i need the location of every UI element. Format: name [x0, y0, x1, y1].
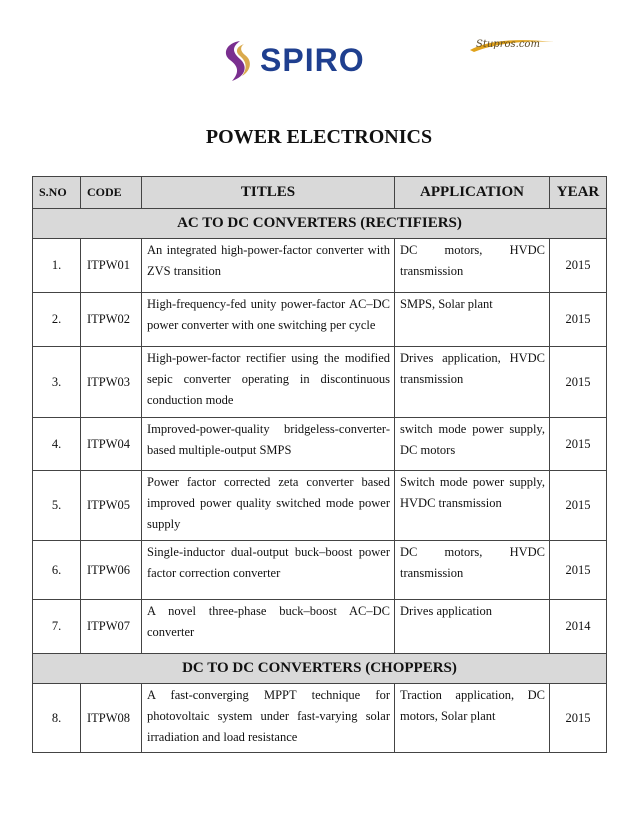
row-title: High-power-factor rectifier using the modified sepic converter operating in discontinuous conduction mode — [142, 347, 395, 418]
row-code: ITPW01 — [81, 239, 142, 293]
section-heading: AC TO DC CONVERTERS (RECTIFIERS) — [33, 209, 607, 239]
stupros-logo — [468, 36, 558, 56]
page-header — [0, 0, 638, 100]
row-application: DC motors, HVDC transmission — [395, 239, 550, 293]
row-sno: 1. — [33, 239, 81, 293]
spiro-logo-text: SPIRO — [260, 42, 365, 78]
row-title: High-frequency-fed unity power-factor AC–DC power converter with one switching per cycle — [142, 293, 395, 347]
page-title: POWER ELECTRONICS — [205, 126, 433, 148]
table-row — [33, 418, 607, 471]
row-code: ITPW08 — [81, 684, 142, 753]
section-heading-row — [33, 654, 607, 684]
stupros-logo-text: Stupros.com — [476, 39, 540, 50]
column-header-sno: S.NO — [33, 177, 81, 209]
column-header-code: CODE — [81, 177, 142, 209]
column-header-year: YEAR — [550, 177, 607, 209]
row-code: ITPW05 — [81, 471, 142, 541]
row-code: ITPW06 — [81, 541, 142, 600]
section-heading: DC TO DC CONVERTERS (CHOPPERS) — [33, 654, 607, 684]
row-year: 2015 — [550, 684, 607, 753]
spiro-logo — [218, 38, 388, 84]
column-header-titles: TITLES — [142, 177, 395, 209]
row-title: Improved-power-quality bridgeless-converter-based multiple-output SMPS — [142, 418, 395, 471]
row-sno: 2. — [33, 293, 81, 347]
table-row — [33, 600, 607, 654]
table-header-row — [33, 177, 607, 209]
row-year: 2015 — [550, 239, 607, 293]
row-sno: 3. — [33, 347, 81, 418]
row-application: Traction application, DC motors, Solar plant — [395, 684, 550, 753]
row-application: DC motors, HVDC transmission — [395, 541, 550, 600]
row-sno: 7. — [33, 600, 81, 654]
row-application: Drives application, HVDC transmission — [395, 347, 550, 418]
column-header-application: APPLICATION — [395, 177, 550, 209]
table-row — [33, 684, 607, 753]
row-year: 2015 — [550, 541, 607, 600]
row-year: 2015 — [550, 347, 607, 418]
table-row — [33, 347, 607, 418]
row-application: switch mode power supply, DC motors — [395, 418, 550, 471]
table-row — [33, 239, 607, 293]
row-title: A novel three-phase buck–boost AC–DC converter — [142, 600, 395, 654]
row-title: An integrated high-power-factor converter with ZVS transition — [142, 239, 395, 293]
row-year: 2015 — [550, 471, 607, 541]
spiro-swirl-icon — [218, 38, 254, 84]
row-sno: 4. — [33, 418, 81, 471]
row-code: ITPW02 — [81, 293, 142, 347]
table-row — [33, 293, 607, 347]
table-row — [33, 541, 607, 600]
table-row — [33, 471, 607, 541]
section-heading-row — [33, 209, 607, 239]
row-application: SMPS, Solar plant — [395, 293, 550, 347]
row-title: Power factor corrected zeta converter based improved power quality switched mode power supply — [142, 471, 395, 541]
row-sno: 5. — [33, 471, 81, 541]
row-code: ITPW04 — [81, 418, 142, 471]
row-year: 2014 — [550, 600, 607, 654]
row-year: 2015 — [550, 293, 607, 347]
row-application: Drives application — [395, 600, 550, 654]
row-sno: 6. — [33, 541, 81, 600]
row-year: 2015 — [550, 418, 607, 471]
projects-table — [32, 176, 607, 753]
row-title: Single-inductor dual-output buck–boost power factor correction converter — [142, 541, 395, 600]
row-code: ITPW07 — [81, 600, 142, 654]
row-application: Switch mode power supply, HVDC transmission — [395, 471, 550, 541]
row-title: A fast-converging MPPT technique for photovoltaic system under fast-varying solar irradiation and load resistance — [142, 684, 395, 753]
row-code: ITPW03 — [81, 347, 142, 418]
row-sno: 8. — [33, 684, 81, 753]
